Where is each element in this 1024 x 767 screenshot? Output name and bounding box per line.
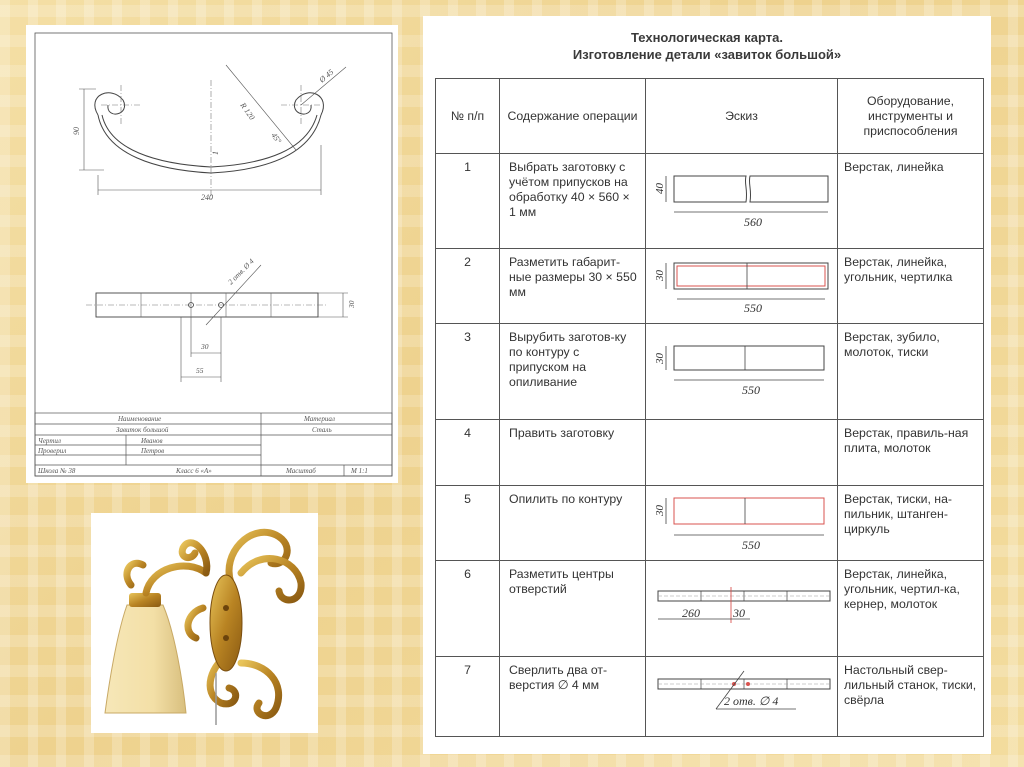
row-sketch: [646, 154, 838, 249]
dim-width-30: 30: [347, 300, 356, 308]
table-row: [436, 324, 984, 420]
row-sketch: [646, 561, 838, 657]
table-row: [436, 154, 984, 249]
dim-angle-45: 45°: [269, 130, 284, 146]
row-sketch: [646, 486, 838, 561]
table-row: [436, 561, 984, 657]
sketch-dim-height: 40: [654, 183, 666, 194]
dim-offset-55: 55: [196, 366, 204, 375]
sketch-dim-260: 260: [682, 606, 700, 620]
lamp-image: [91, 513, 318, 733]
row-equipment: Верстак, линейка: [838, 154, 984, 249]
table-row: [436, 486, 984, 561]
dim-length-240: 240: [201, 193, 213, 202]
row-content: Вырубить заготов-ку по контуру с припуском на опиливание: [500, 324, 646, 420]
row-num: 1: [436, 154, 500, 249]
dim-radius-120: R 120: [238, 100, 257, 122]
title-material-label: Материал: [304, 415, 335, 423]
sketch-dim-height: 30: [654, 270, 666, 281]
sheet-title-line2: Изготовление детали «завиток большой»: [572, 47, 842, 62]
row-num: 7: [436, 657, 500, 737]
title-part-name: Завиток большой: [116, 426, 169, 434]
dim-offset-30: 30: [201, 342, 209, 351]
table-row: [436, 249, 984, 324]
dim-holes: 2 отв. Ø 4: [226, 256, 256, 287]
row-sketch: [646, 420, 838, 486]
row-num: 2: [436, 249, 500, 324]
title-block: [35, 413, 392, 476]
row-content: Разметить центры отверстий: [500, 561, 646, 657]
table-row: [436, 420, 984, 486]
row-num: 4: [436, 420, 500, 486]
header-num: № п/п: [436, 79, 500, 154]
dim-diameter-45: Ø 45: [317, 67, 336, 85]
row-equipment: Верстак, правиль-ная плита, молоток: [838, 420, 984, 486]
sketch-dim-length: 550: [744, 301, 762, 315]
header-sketch: Эскиз: [646, 79, 838, 154]
row-num: 6: [436, 561, 500, 657]
sketch-dim-holes: 2 отв. ∅ 4: [724, 694, 779, 708]
sketch-dim-length: 550: [742, 538, 760, 552]
sketch-dim-height: 30: [654, 505, 666, 516]
title-name-label: Наименование: [118, 415, 162, 423]
lamp-photo: [91, 513, 318, 733]
row-sketch: [646, 249, 838, 324]
row-content: Выбрать заготовку с учётом припусков на обработку 40 × 560 × 1 мм: [500, 154, 646, 249]
title-scale: М 1:1: [351, 467, 368, 475]
table-header-row: [436, 79, 984, 154]
row-content: Сверлить два от-верстия ∅ 4 мм: [500, 657, 646, 737]
row-equipment: Верстак, тиски, на-пильник, штанген-циркуль: [838, 486, 984, 561]
sketch-dim-length: 550: [742, 383, 760, 397]
row-content: Опилить по контуру: [500, 486, 646, 561]
sheet-title: [423, 29, 991, 63]
technical-drawing: [26, 25, 398, 483]
dim-height-90: 90: [72, 127, 81, 135]
title-drew-label: Чертил: [38, 437, 61, 445]
title-drew-name: Иванов: [141, 437, 163, 445]
title-material: Сталь: [312, 426, 332, 434]
row-num: 3: [436, 324, 500, 420]
blank-plan-view: [86, 265, 348, 382]
sketch-dim-height: 30: [654, 353, 666, 364]
dim-thickness-1: 1: [211, 151, 220, 155]
sketch-dim-length: 560: [744, 215, 762, 229]
row-equipment: Верстак, линейка, угольник, чертил-ка, кернер, молоток: [838, 561, 984, 657]
tech-card-table: [435, 78, 984, 737]
table-row: [436, 657, 984, 737]
row-equipment: Настольный свер-лильный станок, тиски, свёрла: [838, 657, 984, 737]
row-equipment: Верстак, зубило, молоток, тиски: [838, 324, 984, 420]
title-checked-name: Петров: [141, 447, 165, 455]
sketch-dim-30: 30: [733, 606, 745, 620]
row-content: Разметить габарит-ные размеры 30 × 550 мм: [500, 249, 646, 324]
row-num: 5: [436, 486, 500, 561]
row-sketch: [646, 324, 838, 420]
title-checked-label: Проверил: [38, 447, 67, 455]
row-sketch: [646, 657, 838, 737]
row-content: Править заготовку: [500, 420, 646, 486]
sheet-title-line1: Технологическая карта.: [631, 30, 783, 45]
title-class: Класс 6 «А»: [176, 467, 212, 475]
header-equipment: Оборудование, инструменты и приспособления: [838, 79, 984, 154]
title-school: Школа № 38: [38, 467, 76, 475]
row-equipment: Верстак, линейка, угольник, чертилка: [838, 249, 984, 324]
header-content: Содержание операции: [500, 79, 646, 154]
tech-card-sheet: [423, 16, 991, 754]
drawing-canvas: [26, 25, 398, 483]
title-scale-label: Масштаб: [286, 467, 316, 475]
